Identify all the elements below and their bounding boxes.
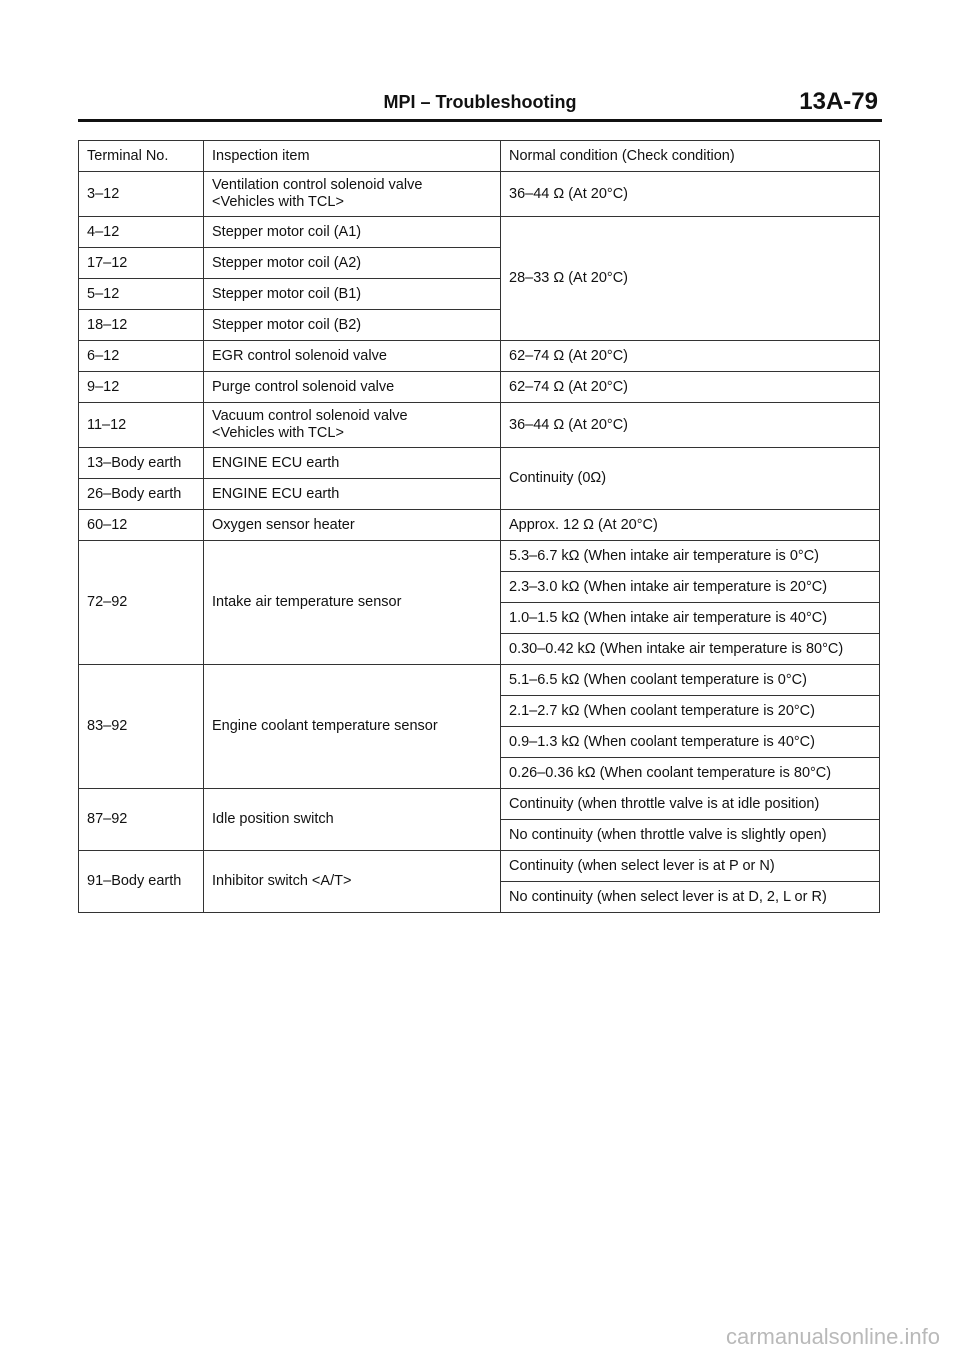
condition-cell: 0.26–0.36 kΩ (When coolant temperature is 80°C) <box>501 758 880 789</box>
terminal-cell: 18–12 <box>79 310 204 341</box>
terminal-cell: 60–12 <box>79 510 204 541</box>
item-line: Ventilation control solenoid valve <box>212 177 423 193</box>
terminal-cell: 6–12 <box>79 341 204 372</box>
header-normal-condition: Normal condition (Check condition) <box>501 141 880 172</box>
header-terminal: Terminal No. <box>79 141 204 172</box>
header-inspection-item: Inspection item <box>204 141 501 172</box>
terminal-cell: 9–12 <box>79 372 204 403</box>
condition-cell: Continuity (0Ω) <box>501 448 880 510</box>
terminal-cell: 91–Body earth <box>79 851 204 913</box>
terminal-cell: 11–12 <box>79 403 204 448</box>
inspection-item-cell: Oxygen sensor heater <box>204 510 501 541</box>
table-row <box>79 172 880 217</box>
condition-cell: 0.9–1.3 kΩ (When coolant temperature is 40°C) <box>501 727 880 758</box>
inspection-item-cell: EGR control solenoid valve <box>204 341 501 372</box>
watermark: carmanualsonline.info <box>725 1324 940 1349</box>
condition-cell: 36–44 Ω (At 20°C) <box>501 403 880 448</box>
item-line: <Vehicles with TCL> <box>212 425 344 441</box>
inspection-item-cell: Stepper motor coil (B1) <box>204 279 501 310</box>
item-line: Vacuum control solenoid valve <box>212 408 408 424</box>
page-number: 13A-79 <box>799 88 878 115</box>
terminal-cell: 5–12 <box>79 279 204 310</box>
inspection-item-cell: Intake air temperature sensor <box>204 541 501 665</box>
condition-cell: 2.3–3.0 kΩ (When intake air temperature is 20°C) <box>501 572 880 603</box>
condition-cell: No continuity (when select lever is at D, 2, L or R) <box>501 882 880 913</box>
inspection-item-cell: Idle position switch <box>204 789 501 851</box>
condition-cell: 36–44 Ω (At 20°C) <box>501 172 880 217</box>
condition-cell: Approx. 12 Ω (At 20°C) <box>501 510 880 541</box>
terminal-cell: 17–12 <box>79 248 204 279</box>
table-row <box>79 789 880 820</box>
terminal-cell: 72–92 <box>79 541 204 665</box>
table-header-row <box>79 141 880 172</box>
inspection-item-cell: Engine coolant temperature sensor <box>204 665 501 789</box>
table-row <box>79 541 880 572</box>
page-header <box>78 88 882 118</box>
table-row <box>79 665 880 696</box>
condition-cell: 0.30–0.42 kΩ (When intake air temperature is 80°C) <box>501 634 880 665</box>
inspection-item-cell <box>204 403 501 448</box>
table-row <box>79 372 880 403</box>
condition-cell: No continuity (when throttle valve is slightly open) <box>501 820 880 851</box>
terminal-cell: 13–Body earth <box>79 448 204 479</box>
inspection-item-cell: Stepper motor coil (A1) <box>204 217 501 248</box>
inspection-item-cell: ENGINE ECU earth <box>204 479 501 510</box>
condition-cell: 5.3–6.7 kΩ (When intake air temperature is 0°C) <box>501 541 880 572</box>
terminal-cell: 87–92 <box>79 789 204 851</box>
table-row <box>79 341 880 372</box>
page-title: MPI – Troubleshooting <box>383 92 577 112</box>
condition-cell: 1.0–1.5 kΩ (When intake air temperature is 40°C) <box>501 603 880 634</box>
inspection-item-cell: Stepper motor coil (A2) <box>204 248 501 279</box>
terminal-cell: 3–12 <box>79 172 204 217</box>
header-rule <box>78 119 882 122</box>
table-row <box>79 217 880 248</box>
inspection-item-cell: Stepper motor coil (B2) <box>204 310 501 341</box>
inspection-item-cell: Purge control solenoid valve <box>204 372 501 403</box>
inspection-item-cell <box>204 172 501 217</box>
condition-cell: 62–74 Ω (At 20°C) <box>501 372 880 403</box>
table-row <box>79 448 880 479</box>
table-row <box>79 851 880 882</box>
terminal-cell: 26–Body earth <box>79 479 204 510</box>
condition-cell: 2.1–2.7 kΩ (When coolant temperature is 20°C) <box>501 696 880 727</box>
inspection-item-cell: Inhibitor switch <A/T> <box>204 851 501 913</box>
item-line: <Vehicles with TCL> <box>212 194 344 210</box>
terminal-inspection-table <box>78 140 880 913</box>
inspection-item-cell: ENGINE ECU earth <box>204 448 501 479</box>
table-row <box>79 403 880 448</box>
condition-cell: 28–33 Ω (At 20°C) <box>501 217 880 341</box>
condition-cell: Continuity (when throttle valve is at idle position) <box>501 789 880 820</box>
condition-cell: 5.1–6.5 kΩ (When coolant temperature is 0°C) <box>501 665 880 696</box>
terminal-cell: 4–12 <box>79 217 204 248</box>
condition-cell: 62–74 Ω (At 20°C) <box>501 341 880 372</box>
table-row <box>79 510 880 541</box>
terminal-cell: 83–92 <box>79 665 204 789</box>
condition-cell: Continuity (when select lever is at P or N) <box>501 851 880 882</box>
